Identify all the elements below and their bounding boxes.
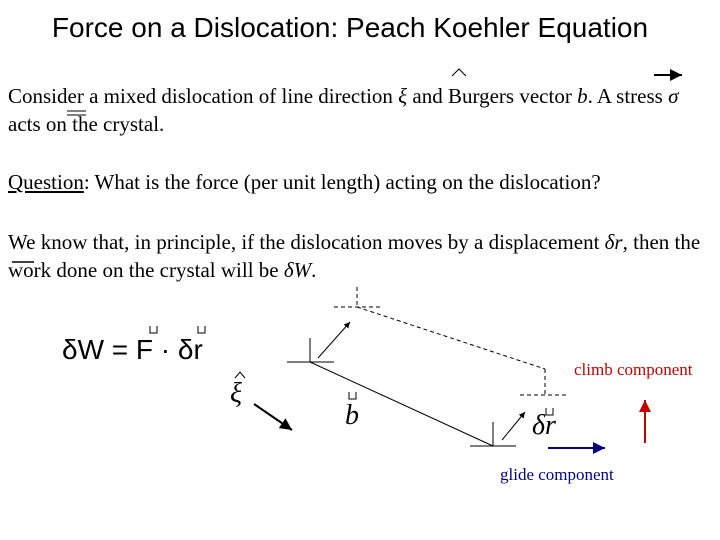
intro-text-3: . A stress [587, 84, 669, 108]
f-vector-marker-icon [150, 326, 157, 333]
glide-component-label: glide component [500, 465, 614, 484]
b-vector-marker-icon [349, 392, 356, 399]
b-diagram-label: b [345, 400, 359, 431]
intro-text-2: and Burgers vector [407, 84, 578, 108]
climb-component-label: climb component [574, 360, 693, 379]
work-text-3: . [311, 258, 317, 282]
question-text: : What is the force (per unit length) acting on the dislocation? [83, 170, 601, 194]
dashed-diagonal-line [357, 307, 545, 369]
intro-text-4: acts on the crystal. [8, 112, 165, 136]
work-text-1: We know that, in principle, if the dislocation moves by a displacement [8, 230, 605, 254]
page-title: Force on a Dislocation: Peach Koehler Equation [51, 12, 649, 43]
line-direction-arrow [254, 404, 292, 430]
dr-diagram-label: δr [532, 410, 556, 441]
displacement-arrow [502, 412, 525, 440]
xi-symbol: ξ [398, 84, 408, 108]
work-text-2: , then the work done on the crystal will be [8, 230, 701, 282]
xi-diagram-label: ξ [230, 378, 242, 409]
dw-symbol: δW [283, 258, 312, 282]
dr-vector-marker-icon [198, 326, 205, 333]
dislocation-path-line [310, 362, 493, 446]
top-displacement-arrow [318, 322, 350, 358]
peach-koehler-equation: δW = F · δr [62, 334, 203, 365]
intro-text-1: Consider a mixed dislocation of line direction [8, 84, 399, 108]
xi-hat-icon [452, 69, 466, 76]
burgers-symbol: b [577, 84, 588, 108]
question-label: Question [8, 170, 84, 194]
sigma-symbol: σ [668, 84, 679, 108]
dr-symbol: δr [604, 230, 623, 254]
